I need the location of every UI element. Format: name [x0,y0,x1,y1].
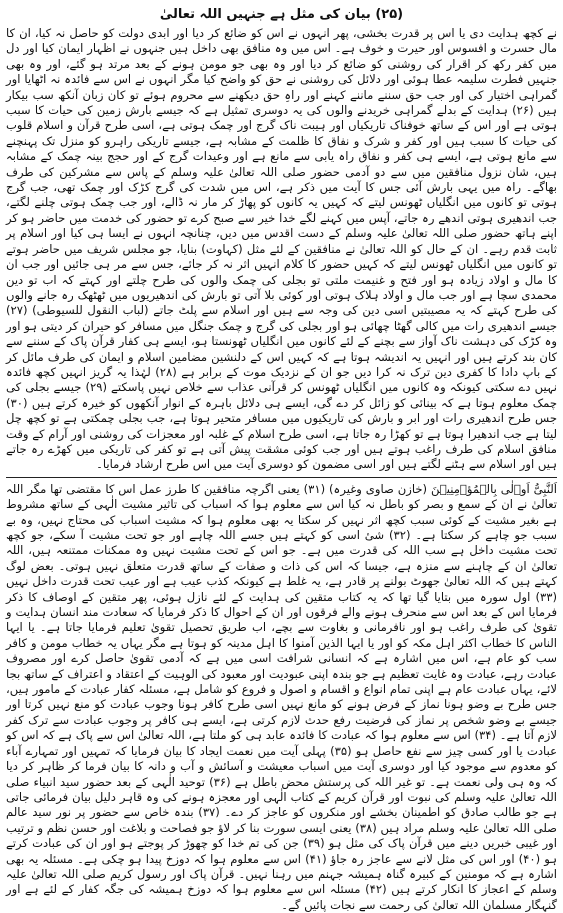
section-divider [6,477,557,478]
commentary-text [6,26,558,912]
paragraph-1: نے کچھ ہدایت دی یا اس پر قدرت بخشی، پھر انہوں نے اس کو ضائع کر دیا اور ابدی دولت کو حاصل نہ کیا، ان کا مال حسرت و افسوس اور حیرت و خوف ہے۔ اس میں وہ منافق بھی داخل ہیں جنہوں نے اظہار ایمان کیا اور دل میں کفر رکھ کر اقرار کی روشنی کو ضائع کر دیا اور وہ بھی جو مومن ہونے کے بعد مرتد ہو گئے، اور وہ بھی جنہیں فطرت سلیمہ عطا ہوئی اور دلائل کی روشنی نے حق کو واضح کیا مگر انہوں نے اس سے فائدہ نہ اٹھایا اور گمراہی اختیار کی اور جب حق سننے ماننے کہنے اور راہِ حق دیکھنے سے محروم ہوئے تو کان زبان آنکھ سب بیکار ہیں (۲۶) ہدایت کے بدلے گمراہی خریدنے والوں کی یہ دوسری تمثیل ہے کہ جیسے بارش زمین کی حیات کا سبب ہوتی ہے اور اس کے ساتھ خوفناک تاریکیاں اور ہیبت ناک گرج اور چمک ہوتی ہے، اسی طرح قرآن و اسلام قلوب کی حیات کا سبب ہیں اور کفر و شرک و نفاق کا ظلمت کے مشابہ ہے، جیسے تاریکی راہرو کو منزل تک پہنچنے سے مانع ہوتی ہے، ایسے ہی کفر و نفاق راہ یابی سے مانع ہے اور وعیدات گرج کے اور حجج بینہ چمک کے مشابہ ہیں، شان نزول منافقین میں سے دو آدمی حضور صلی اللہ تعالیٰ علیہ وسلم کے پاس سے مشرکین کی طرف بھاگے۔ راہ میں یہی بارش آئی جس کا آیت میں ذکر ہے، اس میں شدت کی گرج کڑک اور چمک تھی، جب گرج ہوتی تو کانوں میں انگلیاں ٹھونس لیتے کہ کہیں یہ کانوں کو پھاڑ کر مار نہ ڈالے، اور جب چمک ہوتی چلنے لگتے، جب اندھیری ہوتی اندھے رہ جاتے، آپس میں کہنے لگے خدا خیر سے صبح کرے تو حضور کی خدمت میں حاضر ہو کر اپنے ہاتھ حضور صلی اللہ تعالیٰ علیہ وسلم کے دست اقدس میں دیں، چنانچہ انہوں نے ایسا ہی کیا اور اسلام پر ثابت قدم رہے۔ ان کے حال کو اللہ تعالیٰ نے منافقین کے لئے مثل (کہاوت) بنایا، جو مجلس شریف میں حاضر ہوتے تو کانوں میں انگلیاں ٹھونس لیتے کہ کہیں حضور کا کلام انہیں اثر نہ کر جائے، جس سے مر ہی جائیں اور جب ان کا مال و اولاد زیادہ ہو اور فتح و غنیمت ملتی تو بجلی کی چمک والوں کی طرح چلتے اور کہتے کہ اب تو دین محمدی سچا ہے اور جب مال و اولاد ہلاک ہوتی اور کوئی بلا آتی تو بارش کی اندھیریوں میں ٹھٹھک رہ جانے والوں کی طرح کہتے کہ یہ مصیبتیں اسی دین کی وجہ سے ہیں اور اسلام سے پلٹ جاتے (لباب النقول للسیوطی) (۲۷) جیسے اندھیری رات میں کالی گھٹا چھائی ہو اور بجلی کی گرج و چمک جنگل میں مسافر کو حیران کر دیتی ہو اور وہ کڑک کی دہشت ناک آواز سے بچنے کے لئے کانوں میں انگلیاں ٹھونستا ہو، ایسے ہی کفار قرآن پاک کے سننے سے کان بند کرتے ہیں اور انہیں یہ اندیشہ ہوتا ہے کہ کہیں اس کے دلنشین مضامین اسلام و ایمان کی طرف مائل کر کے باپ دادا کا کفری دین ترک نہ کرا دیں جو ان کے نزدیک موت کے برابر ہے (۲۸) لہٰذا یہ گریز انہیں کچھ فائدہ نہیں دے سکتی کیونکہ وہ کانوں میں انگلیاں ٹھونس کر قرآنی عذاب سے خلاص نہیں پاسکتے (۲۹) جیسے بجلی کی چمک معلوم ہوتا ہے کہ بینائی کو زائل کر دے گی، ایسے ہی دلائل باہرہ کے انوار آنکھوں کو خیرہ کرتے ہیں (۳۰) جس طرح اندھیری رات اور ابر و بارش کی تاریکیوں میں مسافر متحیر ہوتا ہے، جب بجلی چمکتی ہے تو کچھ چل لیتا ہے جب اندھیرا ہوتا ہے تو کھڑا رہ جاتا ہے، اسی طرح اسلام کے غلبہ اور معجزات کی روشنی اور آرام کے وقت منافق اسلام کی طرف راغب ہوتے ہیں اور جب کوئی مشقت پیش آتی ہے تو کفر کی تاریکی میں کھڑے رہ جاتے ہیں اور اسلام سے ہٹنے لگتے ہیں اور اسی مضمون کو دوسری آیت میں اس طرح ارشاد فرمایا۔ [6,26,558,472]
paragraph-2: اَلنَّبِیُّ اَوۡلٰی بِالۡمُؤۡمِنِیۡنَ (خازن صاوی وغیرہ) (۳۱) یعنی اگرچہ منافقین کا طرز عمل اس کا مقتضی تھا مگر اللہ تعالیٰ نے ان کے سمع و بصر کو باطل نہ کیا اس سے معلوم ہوا کہ اسباب کی تاثیر مشیت الٰہی کے ساتھ مشروط ہے بغیر مشیت کے کوئی سبب کچھ اثر نہیں کر سکتا یہ بھی معلوم ہوا کہ مشیت اسباب کی محتاج نہیں، وہ بے سبب جو چاہے کر سکتا ہے۔ (۳۲) شیٔ اسی کو کہتے ہیں جسے اللہ چاہے اور جو تحت مشیت آ سکے، جو کچھ تحت مشیت داخل ہے سب اللہ کی قدرت میں ہے۔ جو اس کے تحت مشیت نہیں وہ ممکنات ممتنعہ ہیں، اللہ تعالیٰ ان کے چاہنے سے منزہ ہے، جیسا کہ اس کی ذات و صفات کے ساتھ قدرت متعلق نہیں ہوتی۔ بعض لوگ کہتے ہیں کہ اللہ تعالیٰ جھوٹ بولنے پر قادر ہے، یہ غلط ہے کیونکہ کذب عیب ہے اور عیب تحت قدرت داخل نہیں (۳۳) اول سورہ میں بتایا گیا تھا کہ یہ کتاب متقین کی ہدایت کے لئے نازل ہوئی، پھر متقین کے اوصاف کا ذکر فرمایا اس کے بعد اس سے منحرف ہونے والے فرقوں اور ان کے احوال کا ذکر فرمایا کہ سعادت مند انسان ہدایت و تقویٰ کی طرف راغب ہو اور نافرمانی و بغاوت سے بچے، اب طریق تحصیل تقویٰ تعلیم فرمایا جاتا ہے۔ یا ایہا الناس کا خطاب اکثر اہل مکہ کو اور یا ایہا الذین آمنوا کا اہل مدینہ کو ہوتا ہے مگر یہاں یہ خطاب مومن و کافر سب کو عام ہے، اس میں اشارہ ہے کہ انسانی شرافت اسی میں ہے کہ آدمی تقویٰ حاصل کرے اور مصروف عبادت رہے، عبادت وہ غایت تعظیم ہے جو بندہ اپنی عبودیت اور معبود کی الوہیت کے اعتقاد و اعتراف کے ساتھ بجا لائے، یہاں عبادت عام ہے اپنی تمام انواع و اقسام و اصول و فروع کو شامل ہے، مسئلہ کفار عبادت کے مامور ہیں، جس طرح بے وضو ہونا نماز کے فرض ہونے کو مانع نہیں اسی طرح کافر ہونا وجوب عبادت کو منع نہیں کرتا اور جیسے بے وضو شخص پر نماز کی فرضیت رفع حدث لازم کرتی ہے، ایسے ہی کافر پر وجوب عبادت سے ترک کفر لازم آتا ہے۔ (۳۴) اس سے معلوم ہوا کہ عبادت کا فائدہ عابد ہی کو ملتا ہے، اللہ تعالیٰ اس سے پاک ہے کہ اس کو عبادت یا اور کسی چیز سے نفع حاصل ہو (۳۵) پہلی آیت میں نعمت ایجاد کا بیان فرمایا کہ تمہیں اور تمہارے آباء کو معدوم سے موجود کیا اور دوسری آیت میں اسباب معیشت و آسائش و آب و دانہ کا بیان فرما کر ظاہر کر دیا کہ وہ ہی ولی نعمت ہے۔ تو غیر اللہ کی پرستش محض باطل ہے (۳۶) توحید الٰہی کے بعد حضور سید انبیاء صلی اللہ تعالیٰ علیہ وسلم کی نبوت اور قرآن کریم کے کتاب الٰہی اور معجزہ ہونے کی وہ قاہر دلیل بیان فرمائی جاتی ہے جو طالب صادق کو اطمینان بخشے اور منکروں کو عاجز کر دے۔ (۳۷) بندہ خاص سے حضور پر نور سید عالم صلی اللہ تعالیٰ علیہ وسلم مراد ہیں (۳۸) یعنی ایسی سورت بنا کر لاؤ جو فصاحت و بلاغت اور حسن نظم و ترتیب اور غیبی خبریں دینے میں قرآن پاک کی مثل ہو (۳۹) جن کی تم خدا کو چھوڑ کر پوجتے ہو اور ان کی عبادت کرتے ہو (۴۰) اور اس کی مثل لانے سے عاجز رہ جاؤ (۴۱) اس سے معلوم ہوا کہ دوزخ پیدا ہو چکی ہے۔ مسئلہ یہ بھی اشارہ ہے کہ مومنین کے کبیرہ گناہ ہمیشہ جہنم میں رہنا نہیں۔ قرآن پاک اور رسول کریم صلی اللہ تعالیٰ علیہ وسلم کے اعجاز کا انکار کرتے ہیں (۴۲) مسئلہ اس سے معلوم ہوا کہ دوزخ ہمیشہ کی جگہ کفار کے لئے ہے اور گنہگار مسلمان اللہ تعالیٰ کی رحمت سے نجات پائیں گے۔ [6,481,558,912]
page-heading: (۲۵) بیان کی مثل ہے جنہیں اللہ تعالیٰ [159,7,404,22]
